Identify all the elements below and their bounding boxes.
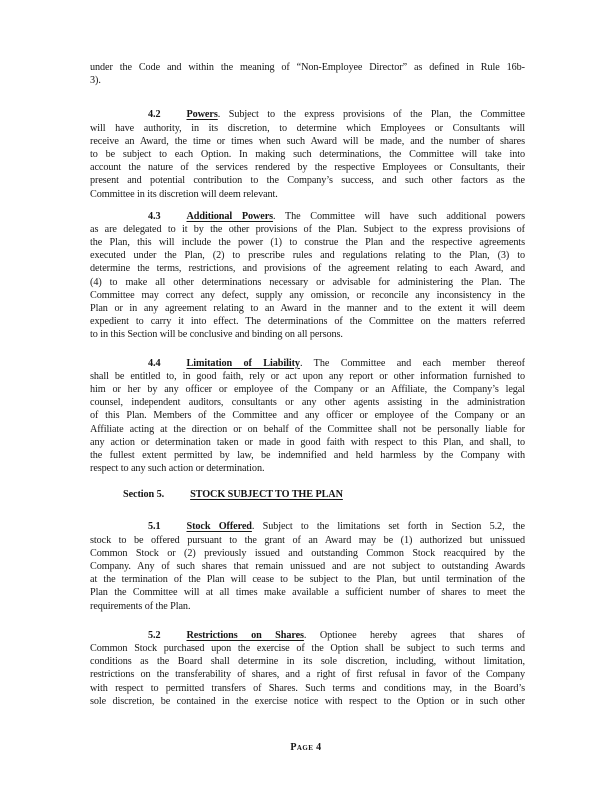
text-line: as are delegated to it by the other provisions of the Plan. Subject to the express provisions of [90, 223, 525, 235]
text-line: the fullest extent permitted by law, be indemnified and held harmless by the Company with [90, 449, 525, 461]
text-line [90, 629, 525, 642]
clause-lead-text: . Optionee hereby agrees that shares of [303, 629, 525, 641]
text-line: Plan the Committee will at all times make available a sufficient number of shares to meet the [90, 587, 525, 599]
clause-title: Limitation of Liability [186, 357, 300, 369]
document-body [90, 61, 525, 708]
text-line: expedient to carry it into effect. The determinations of the Committee on the matters referred [90, 316, 525, 328]
text-line [90, 108, 525, 121]
clause-title: Powers [186, 109, 218, 121]
text-line: 3). [90, 75, 101, 87]
clause-number: 4.2 [148, 109, 161, 121]
text-line [90, 357, 525, 370]
clause-number: 4.3 [148, 210, 161, 222]
text-line: Common Stock or (2) previously issued and outstanding Common Stock reacquired by the [90, 547, 525, 559]
text-line: sole discretion, be contained in the exercise notice with respect to the Option or in such other [90, 695, 525, 707]
clause-title: Additional Powers [186, 210, 274, 222]
clause-lead-text: . The Committee and each member thereof [299, 357, 525, 369]
text-line: respect to any such action or determination. [90, 463, 265, 475]
text-line: him or her by any officer or employee of the Company or an Affiliate, the Company’s legal [90, 383, 525, 395]
paragraph-4-3-additional-powers [90, 210, 525, 342]
clause-lead-text: . Subject to the express provisions of the Plan, the Committee [217, 109, 525, 121]
paragraph-4-4-limitation-of-liability [90, 357, 525, 476]
paragraph-4-2-powers [90, 108, 525, 200]
text-line: to be subject to each Option. In making such determinations, the Committee will take into [90, 148, 525, 160]
clause-lead-text: . The Committee will have such additional powers [273, 210, 525, 222]
text-line: shall be entitled to, in good faith, rely or act upon any report or other information furnished to [90, 370, 525, 382]
text-line: Affiliate acting at the direction or on behalf of the Committee shall not be personally liable for [90, 423, 525, 435]
intro-paragraph [90, 61, 525, 87]
clause-number: 5.2 [148, 629, 161, 641]
text-line: Committee may correct any defect, supply any omission, or reconcile any inconsistency in the [90, 289, 525, 301]
text-line: any action or determination taken or made in good faith with respect to this Plan, and shall, to [90, 436, 525, 448]
text-line: will have authority, in its discretion, to determine which Employees or Consultants will [90, 122, 525, 134]
paragraph-5-2-restrictions-on-shares [90, 629, 525, 708]
page-number-footer: Page 4 [290, 742, 322, 753]
section-title: STOCK SUBJECT TO THE PLAN [190, 489, 343, 501]
text-line: restrictions on the transferability of shares, and a right of first refusal in favor of the Company [90, 669, 525, 681]
text-line [90, 210, 525, 223]
clause-title: Stock Offered [186, 521, 252, 533]
text-line: under the Code and within the meaning of “Non-Employee Director” as defined in Rule 16b- [90, 62, 525, 73]
text-line: of this Plan. Members of the Committee and any officer or employee of the Company or an [90, 410, 525, 422]
text-line: present and potential contribution to the Company’s success, and such other factors as the [90, 175, 525, 187]
text-line: with respect to permitted transfers of Shares. Such terms and conditions may, in the Board’s [90, 682, 525, 694]
text-line: Company. Any of such shares that remain unissued and are not subject to outstanding Awards [90, 561, 525, 572]
text-line: stock to be offered pursuant to the grant of an Award may be (1) authorized but unissued [90, 534, 525, 546]
text-line: conditions as the Board shall determine in its sole discretion, including, without limitation, [90, 656, 525, 668]
text-line: at the termination of the Plan will cease to be subject to the Plan, but until termination of the [90, 574, 525, 586]
text-line: executed under the Plan, (2) to prescribe rules and regulations relating to the Plan, (3) to [90, 250, 525, 262]
text-line: Committee in its discretion will deem relevant. [90, 188, 278, 200]
text-line [90, 520, 525, 533]
clause-lead-text: . Subject to the limitations set forth in Section 5.2, the [251, 521, 525, 533]
section-5-heading [90, 488, 525, 501]
text-line: the Plan, this will include the power (1) to construe the Plan and the respective agreements [90, 237, 525, 249]
text-line: to in this Section will be conclusive and binding on all persons. [90, 329, 343, 341]
paragraph-5-1-stock-offered [90, 520, 525, 612]
clause-number: 4.4 [148, 357, 161, 369]
clause-number: 5.1 [148, 521, 161, 533]
text-line: account the nature of the services rendered by the respective Employees or Consultants, their [90, 162, 525, 174]
section-number: Section 5. [123, 489, 165, 501]
text-line: receive an Award, the time or times when such Award will be made, and the number of shares [90, 135, 525, 147]
text-line: Common Stock purchased upon the exercise of the Option shall be subject to such terms and [90, 642, 525, 654]
text-line: requirements of the Plan. [90, 600, 191, 612]
clause-title: Restrictions on Shares [186, 629, 304, 641]
text-line: counsel, independent auditors, consultants or any other agents assisting in the administration [90, 397, 525, 409]
text-line: (4) to make all other determinations necessary or advisable for administering the Plan. The [90, 276, 525, 288]
text-line: determine the terms, restrictions, and provisions of the agreement relating to each Award, and [90, 263, 525, 275]
text-line: Plan or in any agreement relating to an Award in the manner and to the extent it will deem [90, 303, 525, 314]
